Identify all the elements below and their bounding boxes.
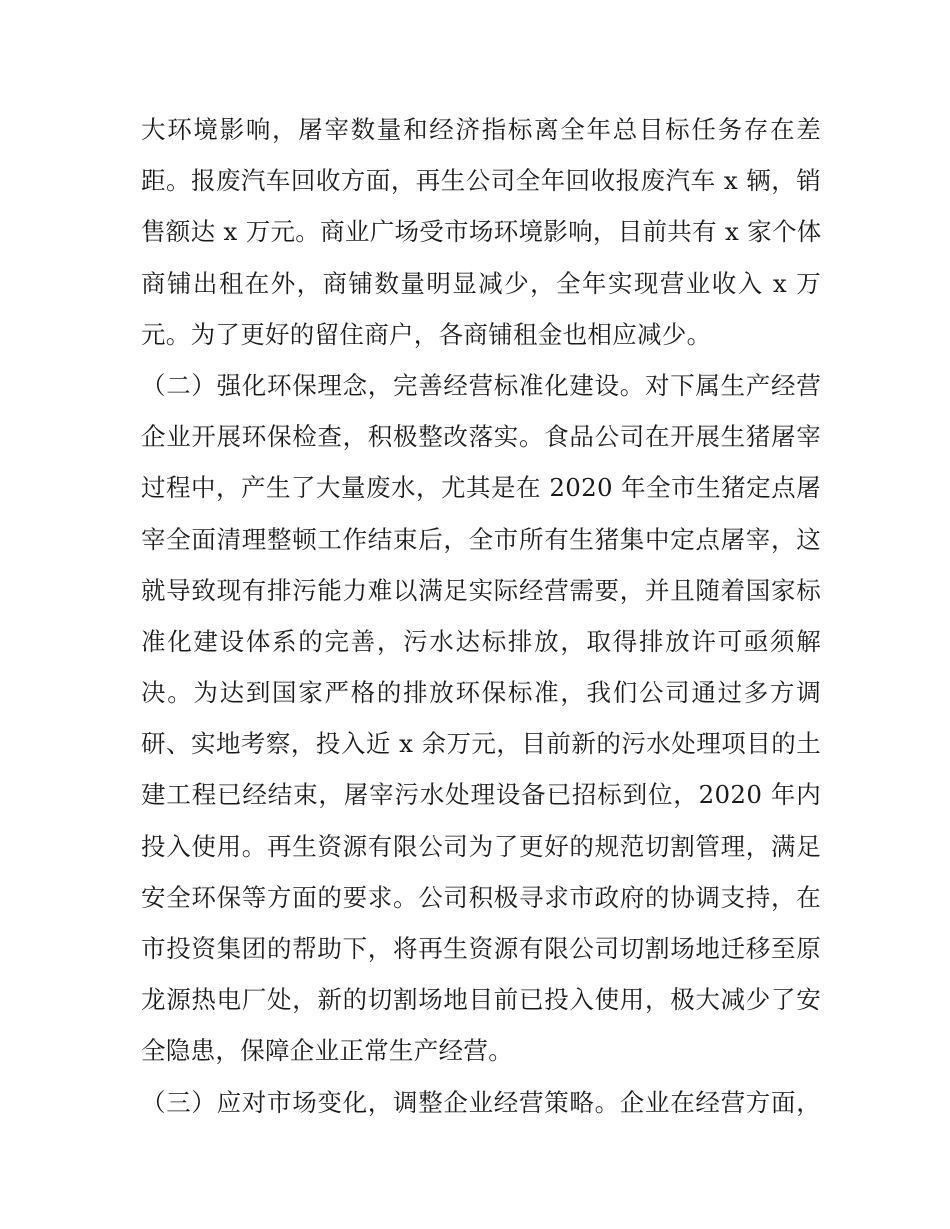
text-line: 商铺出租在外，商铺数量明显减少，全年实现营业收入 x 万 xyxy=(141,268,821,298)
text-line: 决。为达到国家严格的排放环保标准，我们公司通过多方调 xyxy=(141,678,821,708)
text-line: 市投资集团的帮助下，将再生资源有限公司切割场地迁移至原 xyxy=(141,934,821,963)
body-text xyxy=(141,104,821,1128)
text-line: 售额达 x 万元。商业广场受市场环境影响，目前共有 x 家个体 xyxy=(141,217,822,247)
text-line: 就导致现有排污能力难以满足实际经营需要，并且随着国家标 xyxy=(141,575,821,605)
text-line: 准化建设体系的完善，污水达标排放，取得排放许可亟须解 xyxy=(141,626,821,656)
text-line: （二）强化环保理念，完善经营标准化建设。对下属生产经营 xyxy=(141,370,821,400)
text-line: 投入使用。再生资源有限公司为了更好的规范切割管理，满足 xyxy=(141,831,821,861)
text-line: 过程中，产生了大量废水，尤其是在 2020 年全市生猪定点屠 xyxy=(141,473,821,503)
text-line: 龙源热电厂处，新的切割场地目前已投入使用，极大减少了安 xyxy=(141,985,821,1015)
text-line: 研、实地考察，投入近 x 余万元，目前新的污水处理项目的土 xyxy=(141,729,821,759)
text-line: 企业开展环保检查，积极整改落实。食品公司在开展生猪屠宰 xyxy=(141,422,821,452)
text-line: 大环境影响，屠宰数量和经济指标离全年总目标任务存在差 xyxy=(141,115,821,144)
text-line: 全隐患，保障企业正常生产经营。 xyxy=(141,1036,513,1066)
text-line: 距。报废汽车回收方面，再生公司全年回收报废汽车 x 辆，销 xyxy=(141,166,821,196)
text-line: 宰全面清理整顿工作结束后，全市所有生猪集中定点屠宰，这 xyxy=(141,524,821,554)
text-line: 建工程已经结束，屠宰污水处理设备已招标到位，2020 年内 xyxy=(141,780,821,810)
text-line: 安全环保等方面的要求。公司积极寻求市政府的协调支持，在 xyxy=(141,882,821,912)
text-line: 元。为了更好的留住商户，各商铺租金也相应减少。 xyxy=(141,319,712,349)
text-line: （三）应对市场变化，调整企业经营策略。企业在经营方面， xyxy=(141,1087,821,1117)
